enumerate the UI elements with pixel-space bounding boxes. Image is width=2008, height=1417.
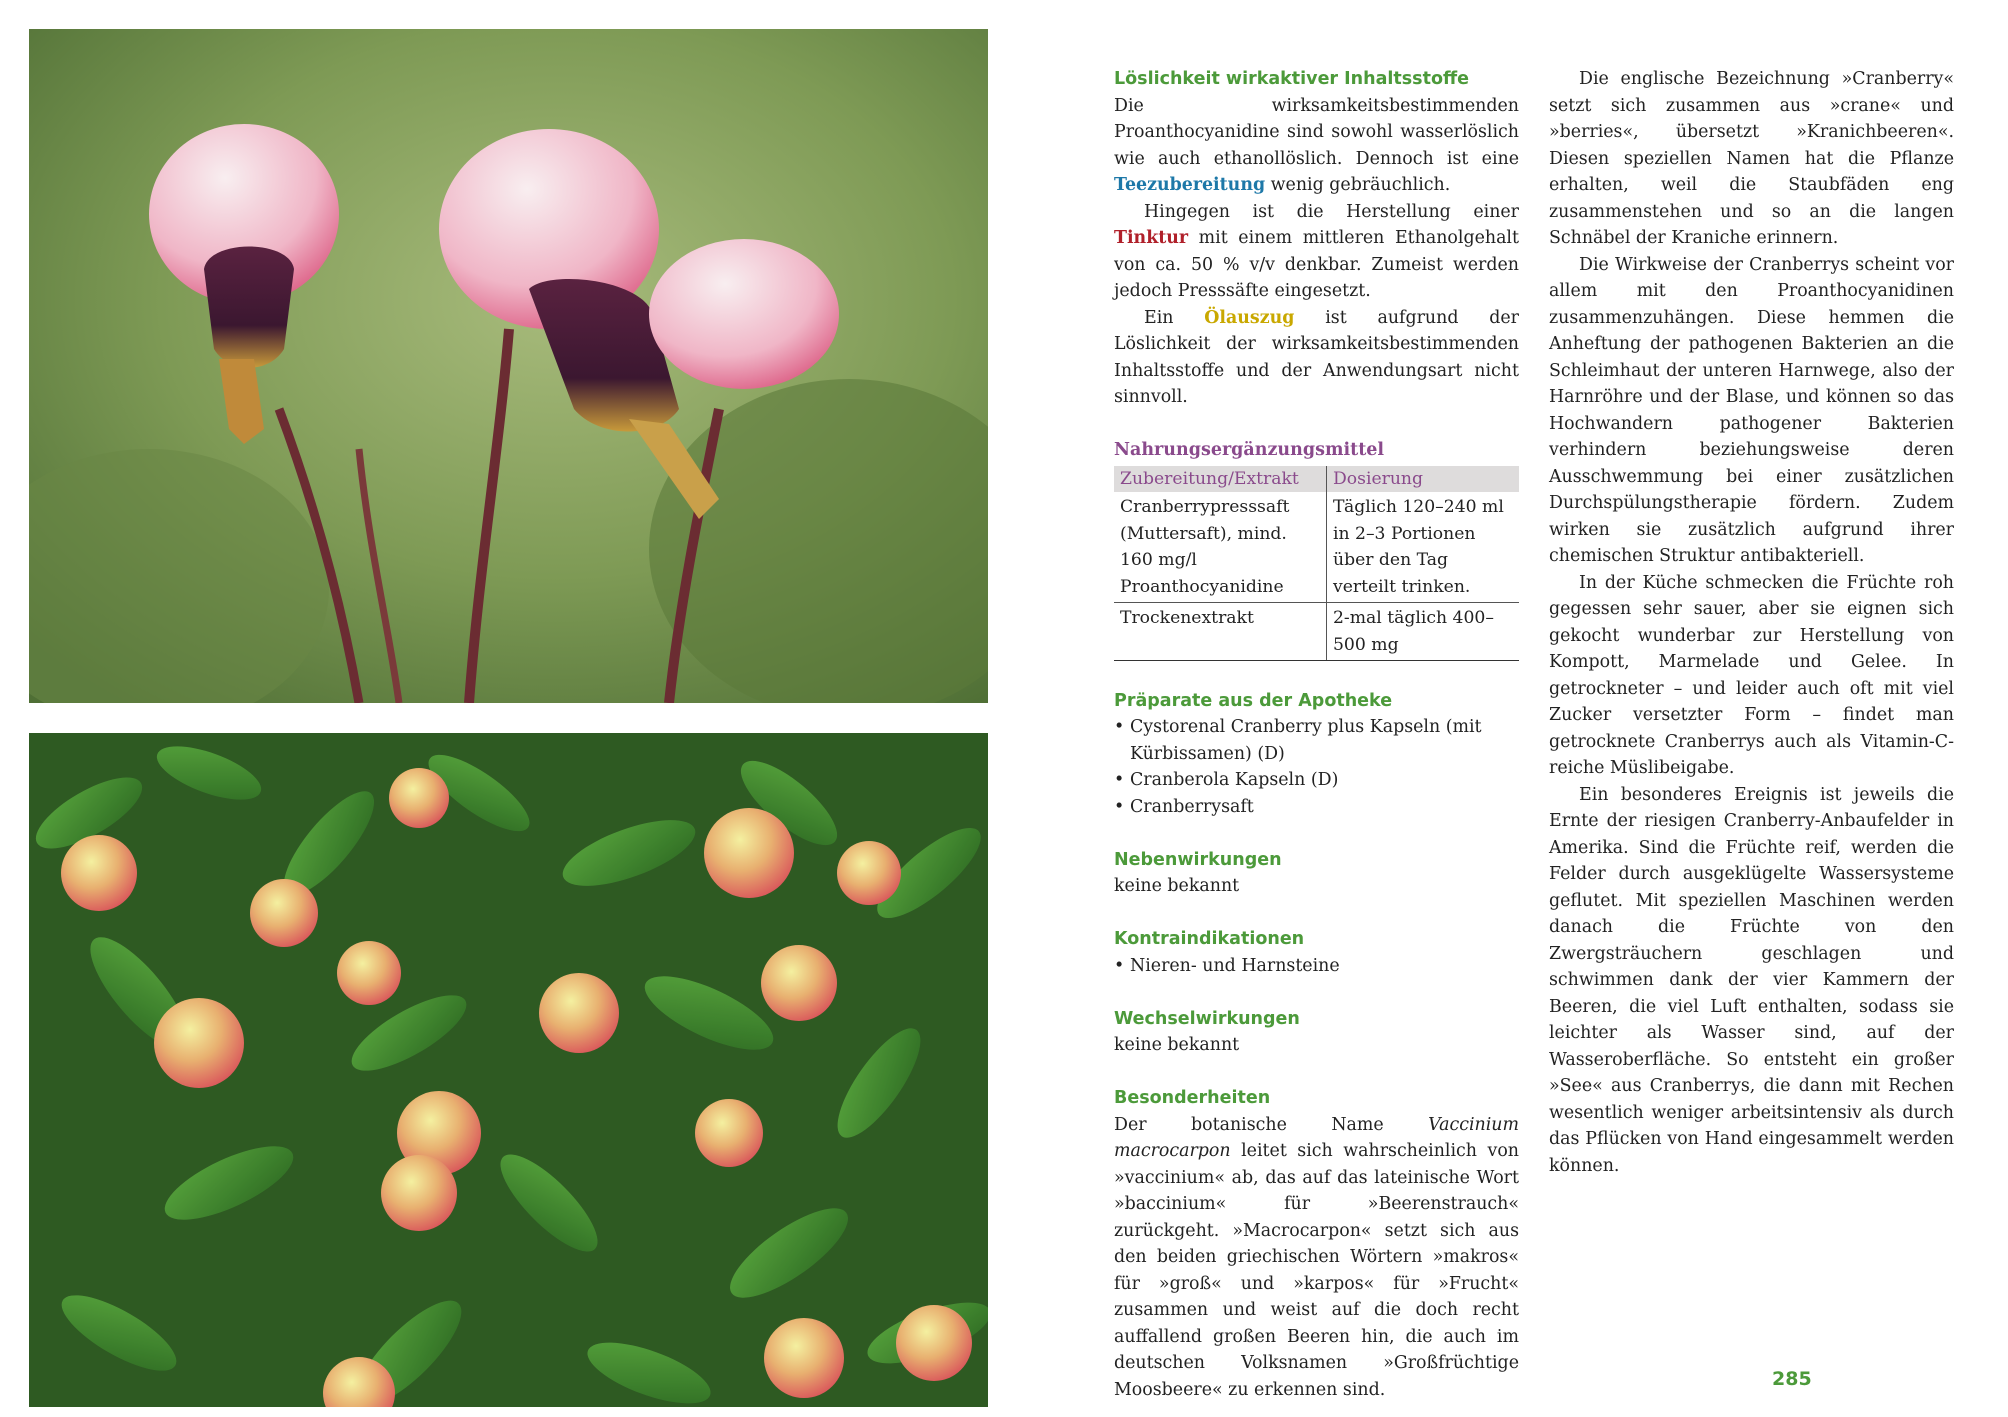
paragraph-name-origin: Die englische Bezeichnung »Cranberry« setzt sich zusammen aus »crane« und »berries«, übersetzt »Kranichbeeren«. Diesen speziellen Namen hat die Pflanze erhalten, weil die Staubfäden eng zusammenstehen und so an die langen Schnäbel der Kraniche erinnern.: [1549, 69, 1954, 248]
cranberry-flowers-photo: [29, 29, 988, 703]
table-header-preparation: Zubereitung/Extrakt: [1114, 466, 1327, 493]
keyword-oelauszug: Ölauszug: [1204, 307, 1295, 328]
table-cell: Trockenextrakt: [1114, 603, 1327, 661]
botanical-name: Vaccinium macrocarpon: [1114, 1114, 1519, 1161]
paragraph-harvest: Ein besonderes Ereignis ist jeweils die Ernte der riesigen Cranberry-Anbaufelder in Amerika. Sind die Früchte reif, werden die Felder durch ausgeklügelte Wassersysteme geflutet. Mit speziellen Maschinen werden danach die Früchte von den Zwergsträuchern geschlagen und schwimmen dank der vier Kammern der Beeren, die viel Luft enthalten, sodass sie leichter als Wasser sind, auf der Wasseroberfläche. So entsteht ein großer »See« aus Cranberrys, die dann mit Rechen wesentlich weniger arbeitsintensiv als durch das Pflücken von Hand eingesammelt werden können.: [1549, 784, 1954, 1176]
list-item: • Cranberrysaft: [1114, 794, 1519, 821]
keyword-tinktur: Tinktur: [1114, 228, 1189, 248]
list-item: • Nieren- und Harnsteine: [1114, 953, 1519, 980]
side-effects-text: keine bekannt: [1114, 876, 1240, 896]
table-header-row: [1114, 466, 1519, 493]
paragraph-kitchen: In der Küche schmecken die Früchte roh gegessen sehr sauer, aber sie eignen sich gekocht wunderbar zur Herstellung von Kompott, Marmelade und Gelee. In getrockneter – und leider auch oft mit viel Zucker versetzter Form – findet man getrocknete Cranberrys auch als Vitamin-C-reiche Müslibeigabe.: [1549, 572, 1954, 778]
cranberry-fruits-image: [29, 733, 988, 1407]
solubility-paragraph-2: Hingegen ist die Herstellung einer Tinktur mit einem mittleren Ethanolgehalt von ca. 50 % v/v denkbar. Zumeist werden jedoch Presssäfte eingesetzt.: [1114, 201, 1519, 301]
contraindications-heading: Kontraindikationen: [1114, 929, 1305, 949]
dosage-table: [1114, 466, 1519, 662]
solubility-heading: Löslichkeit wirkaktiver Inhaltsstoffe: [1114, 69, 1470, 89]
special-heading: Besonderheiten: [1114, 1088, 1271, 1108]
interactions-text: keine bekannt: [1114, 1035, 1240, 1055]
list-item: • Cranberola Kapseln (D): [1114, 767, 1519, 794]
left-text-column: [1114, 66, 1519, 1403]
right-text-column: [1549, 66, 1954, 1179]
table-row: [1114, 603, 1519, 661]
table-cell: Täglich 120–240 ml in 2–3 Portionen über den Tag verteilt trinken.: [1327, 492, 1520, 603]
pharmacy-list: [1114, 714, 1519, 820]
supplements-heading: Nahrungsergänzungsmittel: [1114, 440, 1385, 460]
special-paragraph: Der botanische Name Vaccinium macrocarpon leitet sich wahrscheinlich von »vaccinium« ab, das auf das lateinische Wort »baccinium« für »Beerenstrauch« zurückgeht. »Macrocarpon« setzt sich aus den beiden griechischen Wörtern »makros« für »groß« und »karpos« für »Frucht« zusammen und weist auf die doch recht auffallend großen Beeren hin, die auch im deutschen Volksnamen »Großfrüchtige Moosbeere« zu erkennen sind.: [1114, 1114, 1519, 1400]
solubility-paragraph-3: Ein Ölauszug ist aufgrund der Löslichkeit der wirksamkeitsbestimmenden Inhaltsstoffe und der Anwendungsart nicht sinnvoll.: [1114, 307, 1519, 407]
keyword-teezubereitung: Teezubereitung: [1114, 175, 1266, 195]
cranberry-fruits-photo: [29, 733, 988, 1407]
side-effects-heading: Nebenwirkungen: [1114, 849, 1282, 870]
interactions-heading: Wechselwirkungen: [1114, 1008, 1300, 1029]
contraindications-list: [1114, 953, 1519, 980]
table-header-dosage: Dosierung: [1327, 466, 1520, 493]
pharmacy-heading: Präparate aus der Apotheke: [1114, 690, 1393, 711]
page-number: 285: [1772, 1368, 1812, 1390]
paragraph-mode-of-action: Die Wirkweise der Cranberrys scheint vor allem mit den Proanthocyanidinen zusammenzuhängen. Diese hemmen die Anheftung der pathogenen Bakterien an die Schleimhaut der unteren Harnwege, also der Harnröhre und der Blase, und können so das Hochwandern pathogener Bakterien verhindern beziehungsweise deren Ausschwemmung bei einer zusätzlichen Durchspülungstherapie fördern. Zudem wirken sie zusätzlich aufgrund ihrer chemischen Struktur antibakteriell.: [1549, 254, 1954, 566]
solubility-paragraph-1: Die wirksamkeitsbestimmenden Proanthocyanidine sind sowohl wasserlöslich wie auch ethanollöslich. Dennoch ist eine Teezubereitung wenig gebräuchlich.: [1114, 95, 1519, 195]
table-cell: Cranberrypresssaft (Muttersaft), mind. 160 mg/l Proanthocyanidine: [1114, 492, 1327, 603]
table-cell: 2-mal täglich 400–500 mg: [1327, 603, 1520, 661]
table-row: [1114, 492, 1519, 603]
cranberry-flowers-image: [29, 29, 988, 703]
list-item: • Cystorenal Cranberry plus Kapseln (mit Kürbissamen) (D): [1114, 714, 1519, 767]
